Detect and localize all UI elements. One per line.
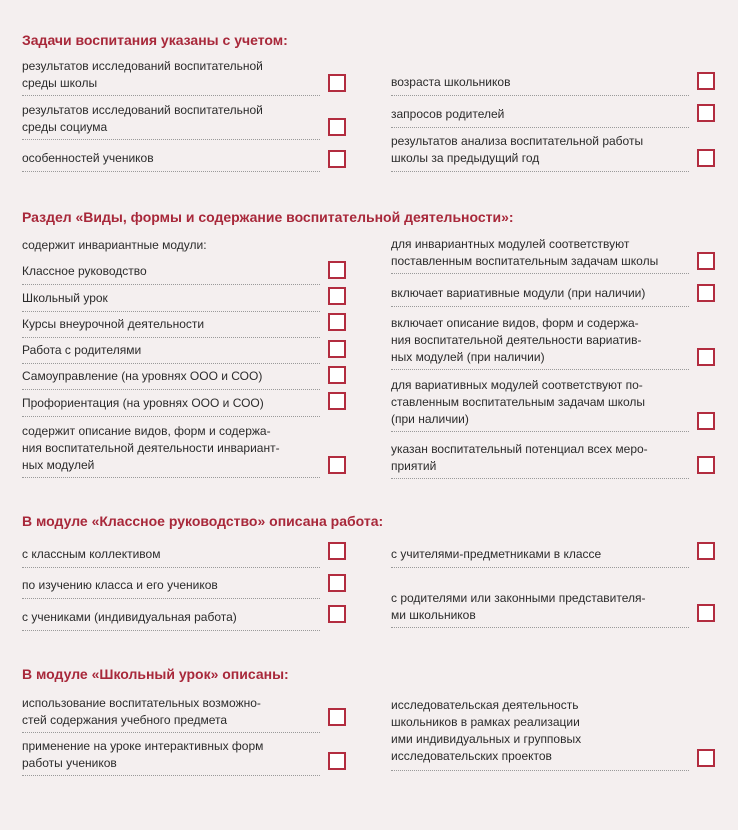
checkbox[interactable] bbox=[328, 605, 346, 623]
list-item: с классным коллективом bbox=[22, 546, 320, 568]
checkbox[interactable] bbox=[328, 752, 346, 770]
section-title: Раздел «Виды, формы и содержание воспитательной деятельности»: bbox=[22, 209, 514, 225]
dotted-divider bbox=[22, 732, 320, 733]
list-item: с родителями или законными представителя- ми школьников bbox=[391, 590, 689, 628]
checkbox[interactable] bbox=[697, 348, 715, 366]
checkbox[interactable] bbox=[328, 574, 346, 592]
checkbox[interactable] bbox=[697, 604, 715, 622]
checkbox[interactable] bbox=[697, 456, 715, 474]
checkbox[interactable] bbox=[328, 118, 346, 136]
dotted-divider bbox=[22, 416, 320, 417]
list-item: результатов исследований воспитательной среды школы bbox=[22, 58, 320, 96]
dotted-divider bbox=[22, 630, 320, 631]
checkbox[interactable] bbox=[697, 252, 715, 270]
list-item: с учениками (индивидуальная работа) bbox=[22, 609, 320, 631]
checkbox[interactable] bbox=[328, 340, 346, 358]
section-title: В модуле «Школьный урок» описаны: bbox=[22, 666, 289, 682]
checkbox[interactable] bbox=[697, 72, 715, 90]
dotted-divider bbox=[22, 95, 320, 96]
checkbox[interactable] bbox=[697, 104, 715, 122]
list-item: содержит инвариантные модули: bbox=[22, 238, 207, 252]
list-item: результатов исследований воспитательной среды социума bbox=[22, 102, 320, 140]
checkbox[interactable] bbox=[697, 749, 715, 767]
list-item: результатов анализа воспитательной работы школы за предыдущий год bbox=[391, 133, 689, 172]
checkbox[interactable] bbox=[328, 542, 346, 560]
section-title: В модуле «Классное руководство» описана работа: bbox=[22, 513, 384, 529]
list-item: Классное руководство bbox=[22, 263, 320, 285]
dotted-divider bbox=[22, 139, 320, 140]
checkbox[interactable] bbox=[328, 366, 346, 384]
checkbox[interactable] bbox=[328, 74, 346, 92]
list-item: с учителями-предметниками в классе bbox=[391, 546, 689, 568]
list-item: особенностей учеников bbox=[22, 150, 320, 172]
list-item: Курсы внеурочной деятельности bbox=[22, 316, 320, 338]
list-item: применение на уроке интерактивных форм работы учеников bbox=[22, 738, 320, 776]
dotted-divider bbox=[391, 171, 689, 172]
checkbox[interactable] bbox=[697, 542, 715, 560]
checkbox[interactable] bbox=[697, 284, 715, 302]
dotted-divider bbox=[22, 363, 320, 364]
dotted-divider bbox=[391, 567, 689, 568]
list-item: для вариативных модулей соответствуют по- ставленным воспитательным задачам школы (при наличии) bbox=[391, 377, 689, 432]
list-item: по изучению класса и его учеников bbox=[22, 577, 320, 599]
checkbox[interactable] bbox=[328, 287, 346, 305]
dotted-divider bbox=[391, 95, 689, 96]
checkbox[interactable] bbox=[697, 149, 715, 167]
dotted-divider bbox=[391, 127, 689, 128]
section-title: Задачи воспитания указаны с учетом: bbox=[22, 32, 288, 48]
list-item: исследовательская деятельность школьников в рамках реализации ими индивидуальных и групповых исследовательских проектов bbox=[391, 697, 689, 771]
list-item: включает описание видов, форм и содержа- ния воспитательной деятельности вариатив- ных модулей (при наличии) bbox=[391, 315, 689, 370]
list-item: запросов родителей bbox=[391, 106, 689, 128]
checkbox[interactable] bbox=[328, 150, 346, 168]
list-item: для инвариантных модулей соответствуют поставленным воспитательным задачам школы bbox=[391, 236, 689, 274]
list-item: включает вариативные модули (при наличии) bbox=[391, 285, 689, 307]
list-item: Школьный урок bbox=[22, 290, 320, 312]
checkbox[interactable] bbox=[328, 261, 346, 279]
checkbox[interactable] bbox=[328, 313, 346, 331]
dotted-divider bbox=[391, 431, 689, 432]
dotted-divider bbox=[22, 598, 320, 599]
dotted-divider bbox=[22, 337, 320, 338]
dotted-divider bbox=[391, 369, 689, 370]
dotted-divider bbox=[22, 775, 320, 776]
list-item: использование воспитательных возможно- стей содержания учебного предмета bbox=[22, 695, 320, 733]
list-item: возраста школьников bbox=[391, 74, 689, 96]
dotted-divider bbox=[22, 477, 320, 478]
dotted-divider bbox=[391, 273, 689, 274]
dotted-divider bbox=[391, 770, 689, 771]
dotted-divider bbox=[22, 284, 320, 285]
dotted-divider bbox=[391, 478, 689, 479]
list-item: содержит описание видов, форм и содержа- ния воспитательной деятельности инвариант- ных модулей bbox=[22, 423, 320, 478]
checkbox[interactable] bbox=[697, 412, 715, 430]
dotted-divider bbox=[22, 311, 320, 312]
dotted-divider bbox=[22, 389, 320, 390]
checkbox[interactable] bbox=[328, 456, 346, 474]
dotted-divider bbox=[22, 567, 320, 568]
list-item: указан воспитательный потенциал всех меро- приятий bbox=[391, 441, 689, 479]
list-item: Самоуправление (на уровнях ООО и СОО) bbox=[22, 368, 320, 390]
dotted-divider bbox=[391, 627, 689, 628]
checkbox[interactable] bbox=[328, 392, 346, 410]
list-item: Работа с родителями bbox=[22, 342, 320, 364]
list-item: Профориентация (на уровнях ООО и СОО) bbox=[22, 395, 320, 417]
dotted-divider bbox=[391, 306, 689, 307]
dotted-divider bbox=[22, 171, 320, 172]
checkbox[interactable] bbox=[328, 708, 346, 726]
